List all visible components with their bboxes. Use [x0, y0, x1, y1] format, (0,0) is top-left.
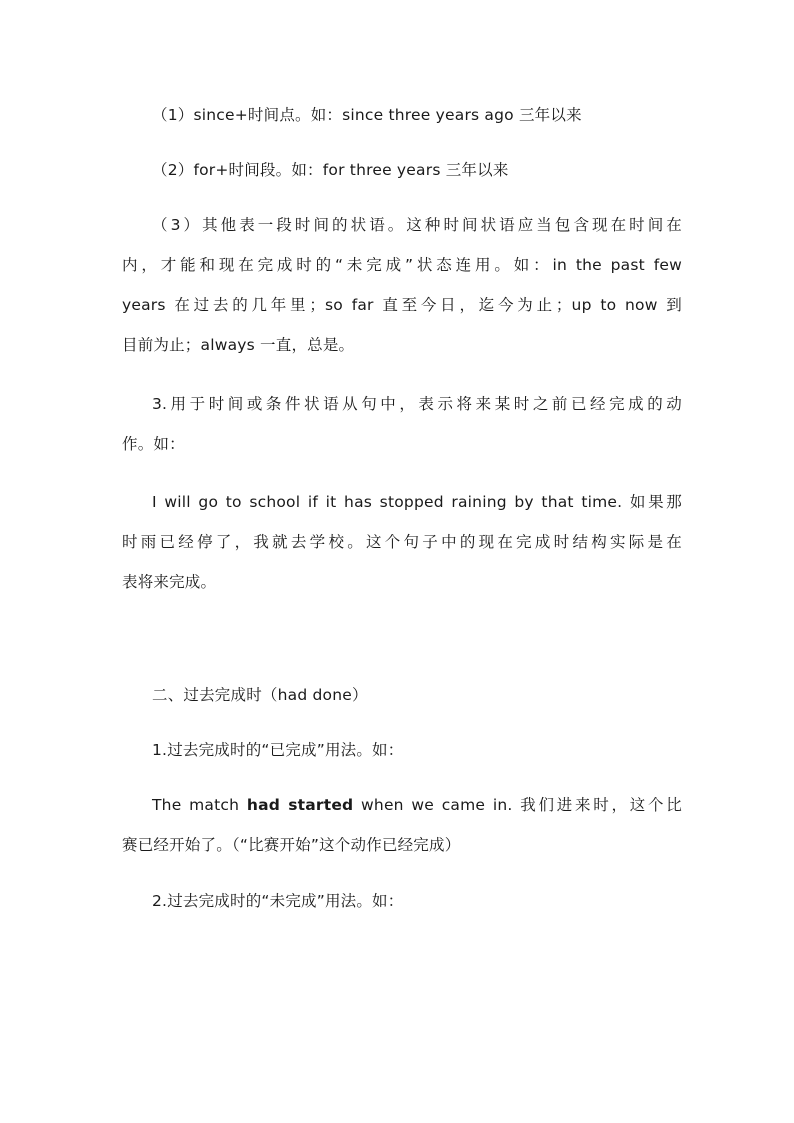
paragraph-example-rain	[122, 482, 682, 602]
heading-line: 二、过去完成时（had done）	[152, 686, 368, 704]
paragraph-uncompleted-usage	[122, 881, 682, 921]
paragraph-for	[122, 150, 682, 190]
paragraph-other-adverbials	[122, 205, 682, 365]
text-fragment: when we came in. 我们进来时，这个比	[353, 796, 683, 814]
text-line: （2）for+时间段。如：for three years 三年以来	[152, 161, 509, 179]
paragraph-example-match	[122, 785, 682, 865]
bold-phrase: had started	[246, 796, 354, 814]
text-line: I will go to school if it has stopped raining by that time. 如果那	[152, 493, 682, 511]
text-line: 时雨已经停了，我就去学校。这个句子中的现在完成时结构实际是在	[122, 533, 682, 551]
text-line: （1）since+时间点。如：since three years ago 三年以来	[152, 106, 582, 124]
text-line: 内，才能和现在完成时的“未完成”状态连用。如：in the past few	[122, 256, 682, 274]
text-line: 作。如：	[122, 435, 185, 453]
text-line: 1.过去完成时的“已完成”用法。如：	[152, 741, 404, 759]
text-line: 2.过去完成时的“未完成”用法。如：	[152, 892, 404, 910]
paragraph-since	[122, 95, 682, 135]
text-line: 目前为止；always 一直，总是。	[122, 336, 355, 354]
section-heading-past-perfect	[122, 675, 682, 715]
paragraph-completed-usage	[122, 730, 682, 770]
paragraph-clauses	[122, 384, 682, 464]
text-fragment: The match	[152, 796, 247, 814]
text-line: 赛已经开始了。（“比赛开始”这个动作已经完成）	[122, 836, 461, 854]
text-line	[122, 785, 682, 825]
text-line: 3.用于时间或条件状语从句中，表示将来某时之前已经完成的动	[152, 395, 682, 413]
text-line: years 在过去的几年里；so far 直至今日，迄今为止；up to now 到	[122, 296, 682, 314]
text-line: 表将来完成。	[122, 573, 217, 591]
text-line: （3）其他表一段时间的状语。这种时间状语应当包含现在时间在	[152, 216, 682, 234]
